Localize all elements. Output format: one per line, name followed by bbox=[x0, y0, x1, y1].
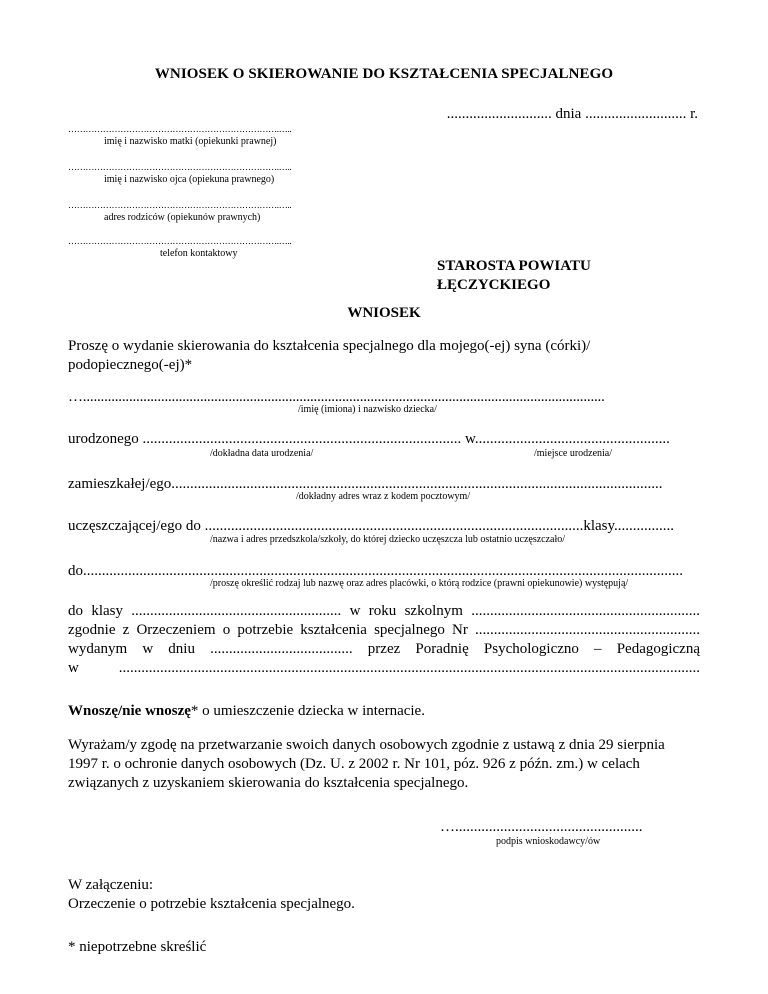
attachment-item: Orzeczenie o potrzebie kształcenia specjalnego. bbox=[68, 896, 355, 912]
addressee-line2: ŁĘCZYCKIEGO bbox=[437, 277, 551, 293]
ruling-place-field[interactable]: w ........................................................................................................................................................... bbox=[68, 660, 700, 676]
parents-address-caption: adres rodziców (opiekunów prawnych) bbox=[104, 212, 261, 223]
mother-name-field[interactable]: ……………………………………………………………….….. bbox=[68, 124, 292, 134]
birth-field[interactable]: urodzonego ..................................................................................... w.................................................... bbox=[68, 431, 670, 447]
request-line1: Proszę o wydanie skierowania do kształcenia specjalnego dla mojego(-ej) syna (córki)/ bbox=[68, 338, 591, 354]
child-name-caption: /imię (imiona) i nazwisko dziecka/ bbox=[298, 404, 437, 415]
phone-field[interactable]: ……………………………………………………………….….. bbox=[68, 236, 292, 246]
signature-field[interactable]: ….................................................. bbox=[440, 819, 643, 835]
consent-line2: 1997 r. o ochronie danych osobowych (Dz. U. z 2002 r. Nr 101, póz. 926 z późn. zm.) w celach bbox=[68, 756, 640, 772]
footnote: * niepotrzebne skreślić bbox=[68, 939, 207, 955]
internat-choice[interactable]: Wnoszę/nie wnoszę bbox=[68, 703, 191, 719]
class-year-field[interactable]: do klasy ........................................................ w roku szkolnym ............................................................. bbox=[68, 603, 700, 619]
request-line2: podopiecznego(-ej)* bbox=[68, 357, 193, 373]
parents-address-field[interactable]: ……………………………………………………………….….. bbox=[68, 200, 292, 210]
residence-field[interactable]: zamieszkałej/ego................................................................................................................................... bbox=[68, 476, 663, 492]
ruling-number-field[interactable]: zgodnie z Orzeczeniem o potrzebie kształcenia specjalnego Nr ............................................................ bbox=[68, 622, 700, 638]
attachments-heading: W załączeniu: bbox=[68, 877, 154, 893]
document-title: WNIOSEK O SKIEROWANIE DO KSZTAŁCENIA SPECJALNEGO bbox=[154, 66, 614, 82]
mother-name-caption: imię i nazwisko matki (opiekunki prawnej) bbox=[104, 136, 277, 147]
birth-place-caption: /miejsce urodzenia/ bbox=[534, 448, 613, 459]
current-school-field[interactable]: uczęszczającej/ego do .....................................................................................................klasy................ bbox=[68, 518, 675, 534]
current-school-caption: /nazwa i adres przedszkola/szkoły, do której dziecko uczęszcza lub ostatnio uczęszczało/ bbox=[210, 534, 566, 545]
internat-statement bbox=[68, 703, 425, 720]
section-title: WNIOSEK bbox=[347, 305, 421, 321]
consent-line1: Wyrażam/y zgodę na przetwarzanie swoich danych osobowych zgodnie z ustawą z dnia 29 sierpnia bbox=[68, 737, 665, 753]
child-name-field[interactable]: …................................................................................................................................................... bbox=[68, 389, 605, 405]
phone-caption: telefon kontaktowy bbox=[160, 248, 238, 259]
signature-caption: podpis wnioskodawcy/ów bbox=[496, 836, 601, 847]
consent-line3: związanych z uzyskaniem skierowania do kształcenia specjalnego. bbox=[68, 775, 469, 791]
father-name-caption: imię i nazwisko ojca (opiekuna prawnego) bbox=[104, 174, 275, 185]
target-facility-caption: /proszę określić rodzaj lub nazwę oraz adres placówki, o którą rodzice (prawni opiekunowie) występują/ bbox=[210, 578, 629, 589]
internat-rest: * o umieszczenie dziecka w internacie. bbox=[190, 703, 425, 719]
date-line[interactable]: ............................ dnia ........................... r. bbox=[446, 106, 698, 122]
target-facility-field[interactable]: do................................................................................................................................................................ bbox=[68, 563, 683, 579]
addressee-line1: STAROSTA POWIATU bbox=[437, 258, 591, 274]
birth-date-caption: /dokładna data urodzenia/ bbox=[210, 448, 314, 459]
ruling-date-field[interactable]: wydanym w dniu ...................................... przez Poradnię Psychologiczno – Pedagogiczną bbox=[68, 641, 700, 657]
residence-caption: /dokładny adres wraz z kodem pocztowym/ bbox=[296, 491, 471, 502]
father-name-field[interactable]: ……………………………………………………………….….. bbox=[68, 162, 292, 172]
